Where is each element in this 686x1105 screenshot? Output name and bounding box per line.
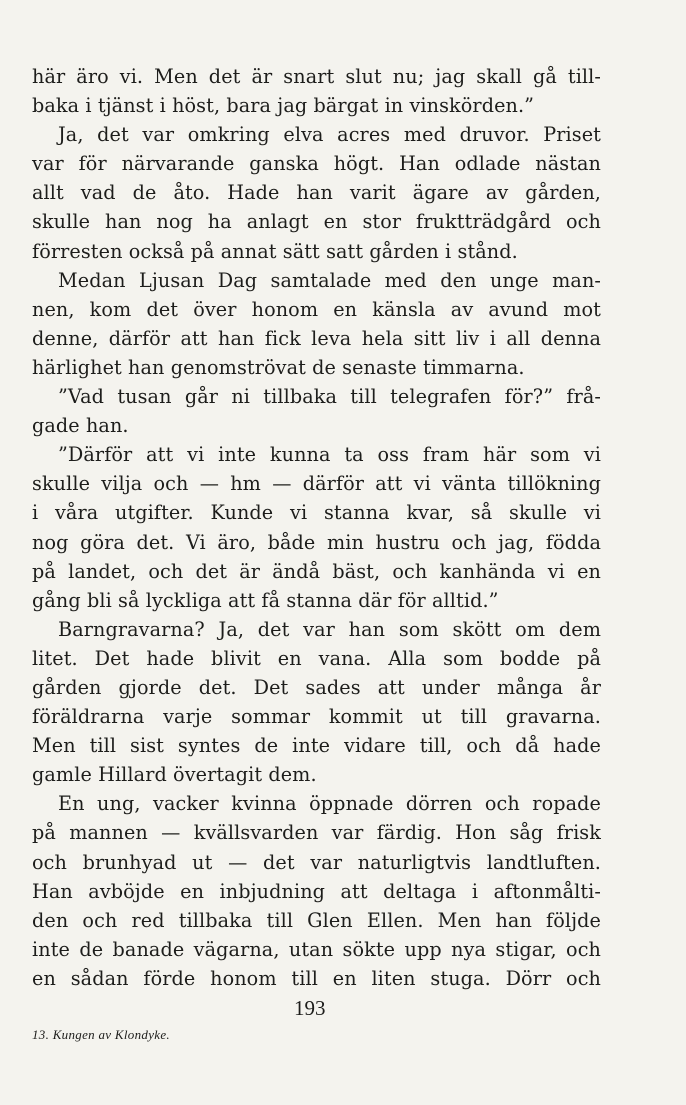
- signature-mark: 13. Kungen av Klondyke.: [32, 1027, 170, 1042]
- text-line-13: gade han.: [32, 414, 129, 438]
- text-line-19: gång bli så lyckliga att få stanna där för alltid.”: [32, 588, 499, 612]
- text-line-15: skulle vilja och — hm — därför att vi vänta tillökning: [32, 472, 601, 496]
- text-line-22: gården gjorde det. Det sades att under många år: [32, 675, 601, 699]
- text-line-24: Men till sist syntes de inte vidare till, och då hade: [32, 734, 601, 758]
- text-line-9: nen, kom det över honom en känsla av avund mot: [32, 297, 601, 321]
- text-line-20: Barngravarna? Ja, det var han som skött om dem: [58, 617, 601, 641]
- text-line-6: skulle han nog ha anlagt en stor fruktträdgård och: [32, 210, 601, 234]
- text-line-12: ”Vad tusan går ni tillbaka till telegrafen för?” frå-: [58, 385, 601, 409]
- text-line-16: i våra utgifter. Kunde vi stanna kvar, så skulle vi: [32, 501, 601, 525]
- text-line-28: och brunhyad ut — det var naturligtvis landtluften.: [32, 850, 601, 874]
- page-number: 193: [294, 996, 326, 1020]
- text-line-5: allt vad de åto. Hade han varit ägare av gården,: [32, 181, 601, 205]
- text-line-14: ”Därför att vi inte kunna ta oss fram här som vi: [58, 443, 601, 467]
- text-line-3: Ja, det var omkring elva acres med druvor. Priset: [58, 123, 601, 147]
- text-line-27: på mannen — kvällsvarden var färdig. Hon såg frisk: [32, 821, 601, 845]
- text-line-26: En ung, vacker kvinna öppnade dörren och ropade: [58, 792, 601, 816]
- text-line-2: baka i tjänst i höst, bara jag bärgat in vinskörden.”: [32, 94, 535, 118]
- text-line-32: en sådan förde honom till en liten stuga. Dörr och: [32, 966, 601, 990]
- text-line-7: förresten också på annat sätt satt gården i stånd.: [32, 239, 518, 263]
- text-line-4: var för närvarande ganska högt. Han odlade nästan: [32, 152, 601, 176]
- text-line-30: den och red tillbaka till Glen Ellen. Men han följde: [32, 908, 601, 932]
- text-line-8: Medan Ljusan Dag samtalade med den unge man-: [58, 268, 601, 292]
- text-line-11: härlighet han genomströvat de senaste timmarna.: [32, 355, 525, 379]
- text-line-31: inte de banade vägarna, utan sökte upp nya stigar, och: [32, 937, 601, 961]
- text-line-1: här äro vi. Men det är snart slut nu; jag skall gå till-: [32, 65, 601, 88]
- text-line-21: litet. Det hade blivit en vana. Alla som bodde på: [32, 646, 601, 670]
- text-line-23: föräldrarna varje sommar kommit ut till gravarna.: [32, 705, 601, 729]
- text-line-18: på landet, och det är ändå bäst, och kanhända vi en: [32, 559, 601, 583]
- text-line-29: Han avböjde en inbjudning att deltaga i aftonmålti-: [32, 879, 601, 903]
- text-line-25: gamle Hillard övertagit dem.: [32, 763, 317, 787]
- text-line-10: denne, därför att han fick leva hela sitt liv i all denna: [32, 326, 601, 350]
- text-line-17: nog göra det. Vi äro, både min hustru och jag, födda: [32, 530, 601, 554]
- body-text: [32, 62, 601, 993]
